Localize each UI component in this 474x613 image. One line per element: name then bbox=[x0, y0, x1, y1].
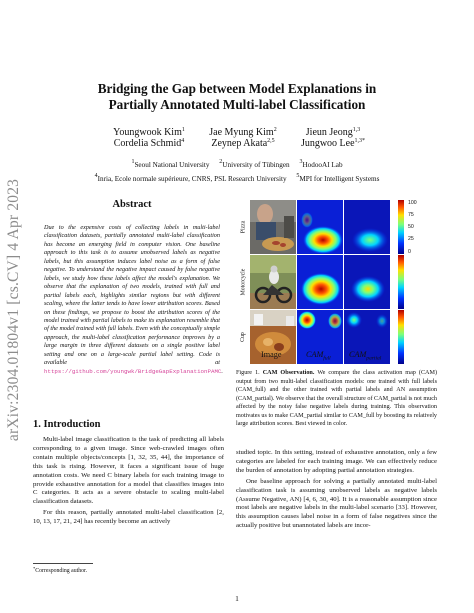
footnote: *Corresponding author. bbox=[33, 566, 88, 574]
intro-body bbox=[33, 436, 224, 527]
affiliations bbox=[40, 157, 434, 184]
affiliation: $^4$Inria, Ecole normale supérieure, CNRS, PSL Research University bbox=[94, 172, 287, 183]
row-label: Pizza bbox=[240, 220, 246, 234]
colorbar-tick: 50 bbox=[408, 224, 414, 230]
arxiv-stamp: arXiv:2304.01804v1 [cs.CV] 4 Apr 2023 bbox=[5, 178, 23, 442]
author: Zeynep Akata$^{2,5}$ bbox=[211, 138, 275, 149]
right-column-body bbox=[236, 449, 437, 531]
code-link[interactable]: https://github.com/youngwk/BridgeGapExplanationPAMC bbox=[44, 367, 222, 375]
column-label-cam-full: $CAM_{full}$ bbox=[306, 350, 331, 362]
abstract-text: Due to the expensive costs of collecting labels in multi-label classification datasets, partially annotated multi-label classification has become an emerging field in computer vision. One baseline approach to this task is to assume unobserved labels as negative labels, but this assumption induces label noise as a form of false negative. To understand the negative impact caused by false negative labels, we study how these labels affect the model's explanation. We observe that the explanation of two models, trained with full and partial labels each, highlights similar regions but with different scaling, where the latter tends to have lower attribution scores. Based on these findings, we propose to boost the attribution scores of the model trained with partial labels to make its explanation resemble that of the model trained with full labels. Even with the conceptually simple approach, the multi-label classification performance improves by a large margin in three different datasets on a single positive label setting and one on a large-scale partial label setting. Code is available at https://github.com/youngwk/BridgeGapExplanationPAMC. bbox=[44, 224, 223, 375]
title-line-1: Bridging the Gap between Model Explanations in bbox=[97, 81, 377, 96]
affiliation: $^2$University of Tübingen bbox=[219, 159, 290, 169]
cam-partial-pizza bbox=[344, 200, 390, 254]
colorbar bbox=[398, 200, 404, 254]
paragraph: For this reason, partially annotated multi-label classification [2, 10, 13, 17, 21, 24] has recently become an actively bbox=[33, 509, 224, 526]
author: Jungwoo Lee$^{1,3*}$ bbox=[300, 138, 366, 149]
author: Youngwook Kim$^1$ bbox=[113, 127, 185, 138]
colorbar bbox=[398, 310, 404, 364]
pizza-photo bbox=[250, 200, 296, 254]
affiliation: $^3$HodooAI Lab bbox=[299, 159, 343, 169]
colorbar bbox=[398, 255, 404, 309]
column-label-cam-partial: $CAM_{partial}$ bbox=[349, 350, 382, 362]
colorbar-tick: 100 bbox=[408, 200, 417, 206]
cam-full-motorcycle bbox=[297, 255, 343, 309]
affiliation: $^1$Seoul National University bbox=[131, 159, 210, 169]
row-label: Cup bbox=[239, 332, 246, 342]
cam-partial-motorcycle bbox=[344, 255, 390, 309]
colorbar-tick: 0 bbox=[408, 249, 411, 255]
row-label: Motorcycle bbox=[240, 268, 247, 296]
section-heading: 1. Introduction bbox=[33, 419, 101, 430]
column-label-image: Image bbox=[261, 350, 282, 359]
author: Jae Myung Kim$^2$ bbox=[209, 127, 277, 138]
paragraph: One baseline approach for solving a partially annotated multi-label classification task is assuming unobserved labels as negative labels (Assume Negative, AN) [4, 6, 30, 40]. It is a reasonable assumption since most labels are negative labels in the multi-label scenario [33]. However, this assumption causes label noise in a form of false negatives since the actually positive but unannotated labels are incor- bbox=[236, 477, 437, 530]
paragraph: studied topic. In this setting, instead of exhaustive annotation, only a few categories are labeled for each training image. We can effectively reduce the burden of annotation by adopting partial annotation strategies. bbox=[236, 449, 437, 474]
colorbar-tick: 25 bbox=[408, 236, 414, 242]
paper-title bbox=[60, 81, 414, 113]
figure-caption: Figure 1. CAM Observation. We compare the class activation map (CAM) output from two multi-label classification models: one trained with full labels (CAM_full) and the other trained with partial labels and AN assumption (CAM_partial). We observe that the overall structure of CAM_partial is not much affected by the noisy false negative labels during training. This observation motivates us to make CAM_partial similar to CAM_full by boosting its relatively large attribution scores. Best viewed in color. bbox=[236, 370, 437, 428]
abstract-heading: Abstract bbox=[112, 199, 152, 210]
footnote-rule bbox=[33, 563, 93, 564]
author: Jieun Jeong$^{1,3}$ bbox=[305, 127, 361, 138]
motorcycle-photo bbox=[250, 255, 296, 309]
title-line-2: Partially Annotated Multi-label Classification bbox=[108, 97, 366, 112]
figure-1 bbox=[236, 198, 436, 364]
paragraph: Multi-label image classification is the task of predicting all labels corresponding to a given image. Since web-crawled images often contain multiple objects/concepts [1, 32, 35, 44], the importance of this task is rising. However, it faces a significant issue of huge annotation costs. We need C binary labels for each training image to provide exhaustive annotation for a model that classifies images into C categories. It acts as a severe obstacle to scaling multi-label classification datasets. bbox=[33, 436, 224, 506]
author: Cordelia Schmid$^4$ bbox=[113, 138, 185, 149]
colorbar-tick: 75 bbox=[408, 212, 414, 218]
cam-full-pizza bbox=[297, 200, 343, 254]
page-number: 1 bbox=[235, 594, 239, 603]
affiliation: $^5$MPI for Intelligent Systems bbox=[296, 172, 380, 183]
